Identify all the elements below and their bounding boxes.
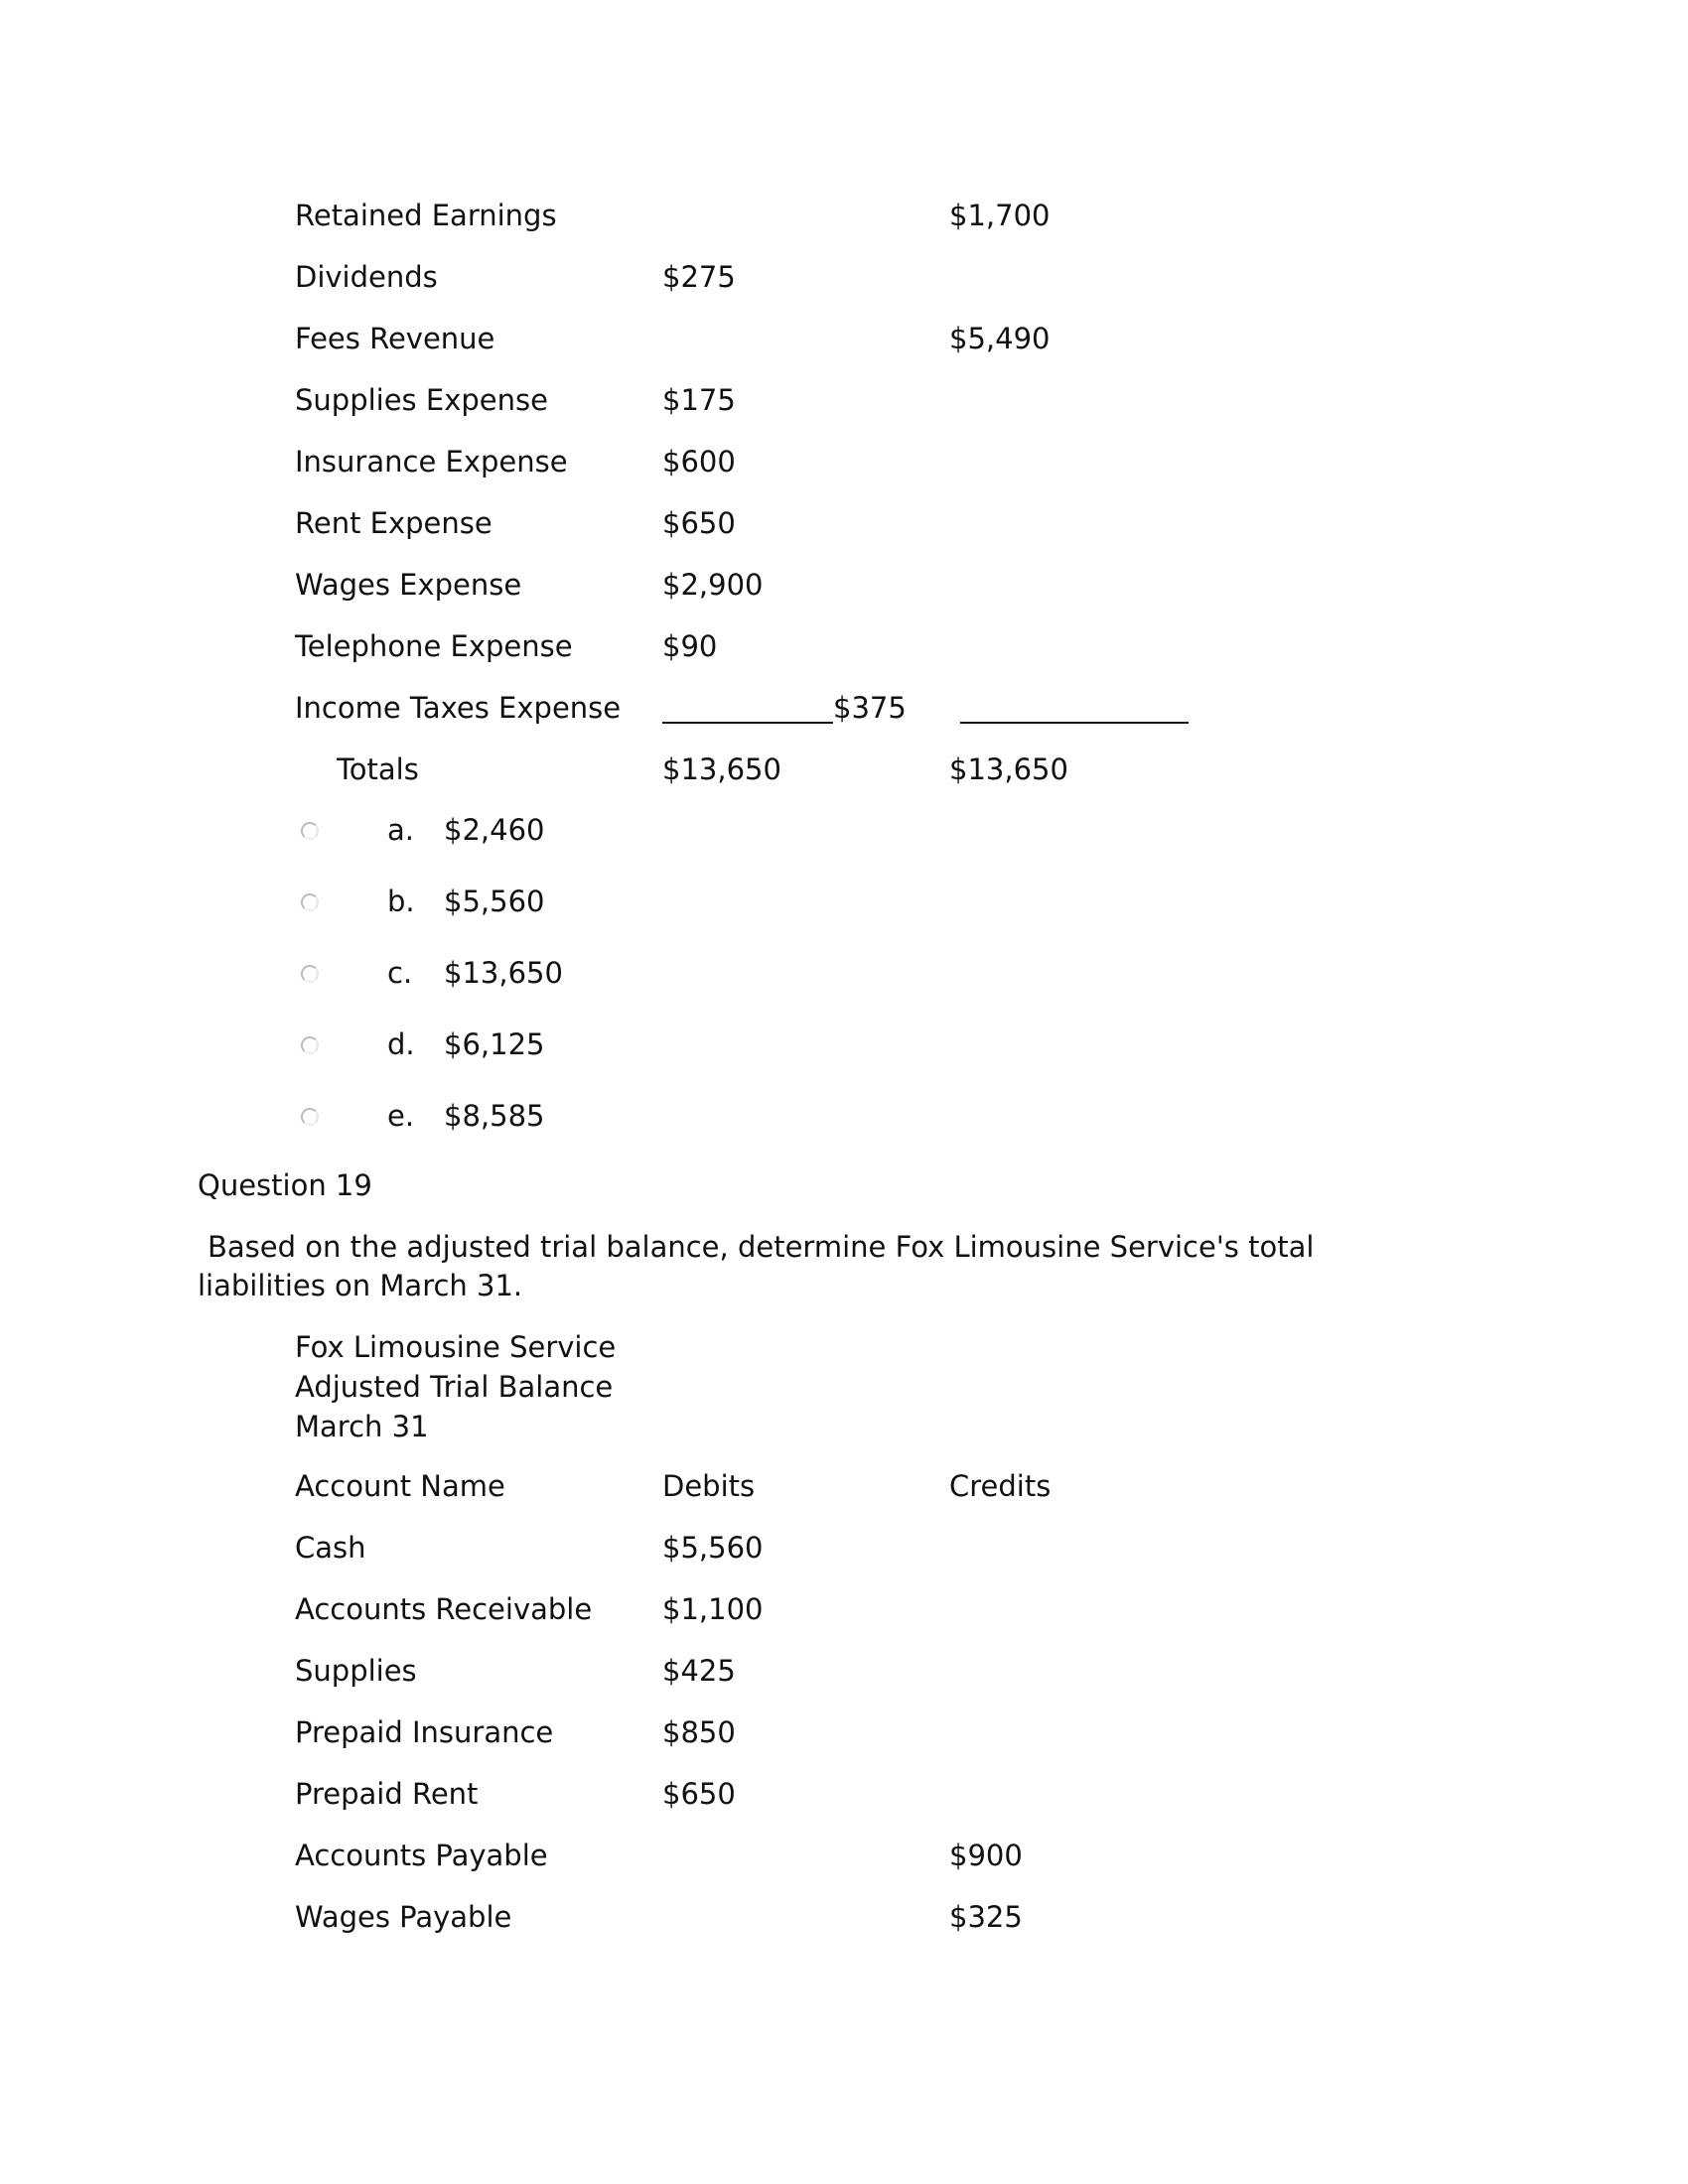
option-value[interactable]: $8,585 [444, 1099, 545, 1133]
report-title: Adjusted Trial Balance [295, 1370, 614, 1404]
account-name: Accounts Payable [295, 1839, 548, 1872]
option-value[interactable]: $13,650 [444, 956, 563, 990]
answer-radio-a[interactable] [301, 822, 319, 840]
answer-radio-c[interactable] [301, 965, 319, 983]
total-credit: $13,650 [949, 752, 1068, 786]
account-name: Dividends [295, 260, 438, 294]
debit-amount: $1,100 [662, 1592, 764, 1626]
option-value[interactable]: $5,560 [444, 885, 545, 918]
debit-amount: $90 [662, 629, 718, 663]
debit-amount: $275 [662, 260, 736, 294]
option-letter: d. [387, 1027, 415, 1061]
option-value[interactable]: $6,125 [444, 1027, 545, 1061]
company-name: Fox Limousine Service [295, 1330, 617, 1364]
credit-amount: $5,490 [949, 322, 1051, 355]
account-name: Income Taxes Expense [295, 691, 622, 725]
debit-amount: $650 [662, 506, 736, 540]
debit-amount: $5,560 [662, 1531, 764, 1565]
report-date: March 31 [295, 1410, 429, 1443]
account-name: Rent Expense [295, 506, 492, 540]
totals-label: Totals [337, 752, 419, 786]
option-value[interactable]: $2,460 [444, 813, 545, 847]
debit-amount: $375 [833, 691, 907, 725]
debit-amount: $600 [662, 445, 736, 478]
header-credits: Credits [949, 1469, 1052, 1503]
answer-radio-b[interactable] [301, 893, 319, 911]
option-letter: a. [387, 813, 414, 847]
debit-amount: $650 [662, 1777, 736, 1811]
question-text: Based on the adjusted trial balance, determine Fox Limousine Service's total [208, 1230, 1315, 1264]
question-title: Question 19 [198, 1168, 372, 1202]
account-name: Prepaid Rent [295, 1777, 479, 1811]
total-debit: $13,650 [662, 752, 781, 786]
account-name: Wages Expense [295, 568, 522, 602]
total-underline [960, 722, 1189, 724]
debit-amount: $425 [662, 1654, 736, 1688]
account-name: Cash [295, 1531, 366, 1565]
account-name: Supplies [295, 1654, 417, 1688]
credit-amount: $325 [949, 1900, 1023, 1934]
account-name: Fees Revenue [295, 322, 495, 355]
account-name: Accounts Receivable [295, 1592, 593, 1626]
debit-amount: $2,900 [662, 568, 764, 602]
account-name: Insurance Expense [295, 445, 568, 478]
option-letter: e. [387, 1099, 415, 1133]
account-name: Telephone Expense [295, 629, 573, 663]
debit-amount: $850 [662, 1715, 736, 1749]
header-account-name: Account Name [295, 1469, 505, 1503]
option-letter: c. [387, 956, 413, 990]
account-name: Retained Earnings [295, 199, 557, 232]
answer-radio-e[interactable] [301, 1108, 319, 1126]
question-text: liabilities on March 31. [198, 1269, 523, 1302]
header-debits: Debits [662, 1469, 756, 1503]
credit-amount: $900 [949, 1839, 1023, 1872]
account-name: Wages Payable [295, 1900, 512, 1934]
answer-radio-d[interactable] [301, 1036, 319, 1054]
account-name: Prepaid Insurance [295, 1715, 554, 1749]
total-underline [662, 722, 833, 724]
debit-amount: $175 [662, 383, 736, 417]
credit-amount: $1,700 [949, 199, 1051, 232]
option-letter: b. [387, 885, 415, 918]
account-name: Supplies Expense [295, 383, 548, 417]
